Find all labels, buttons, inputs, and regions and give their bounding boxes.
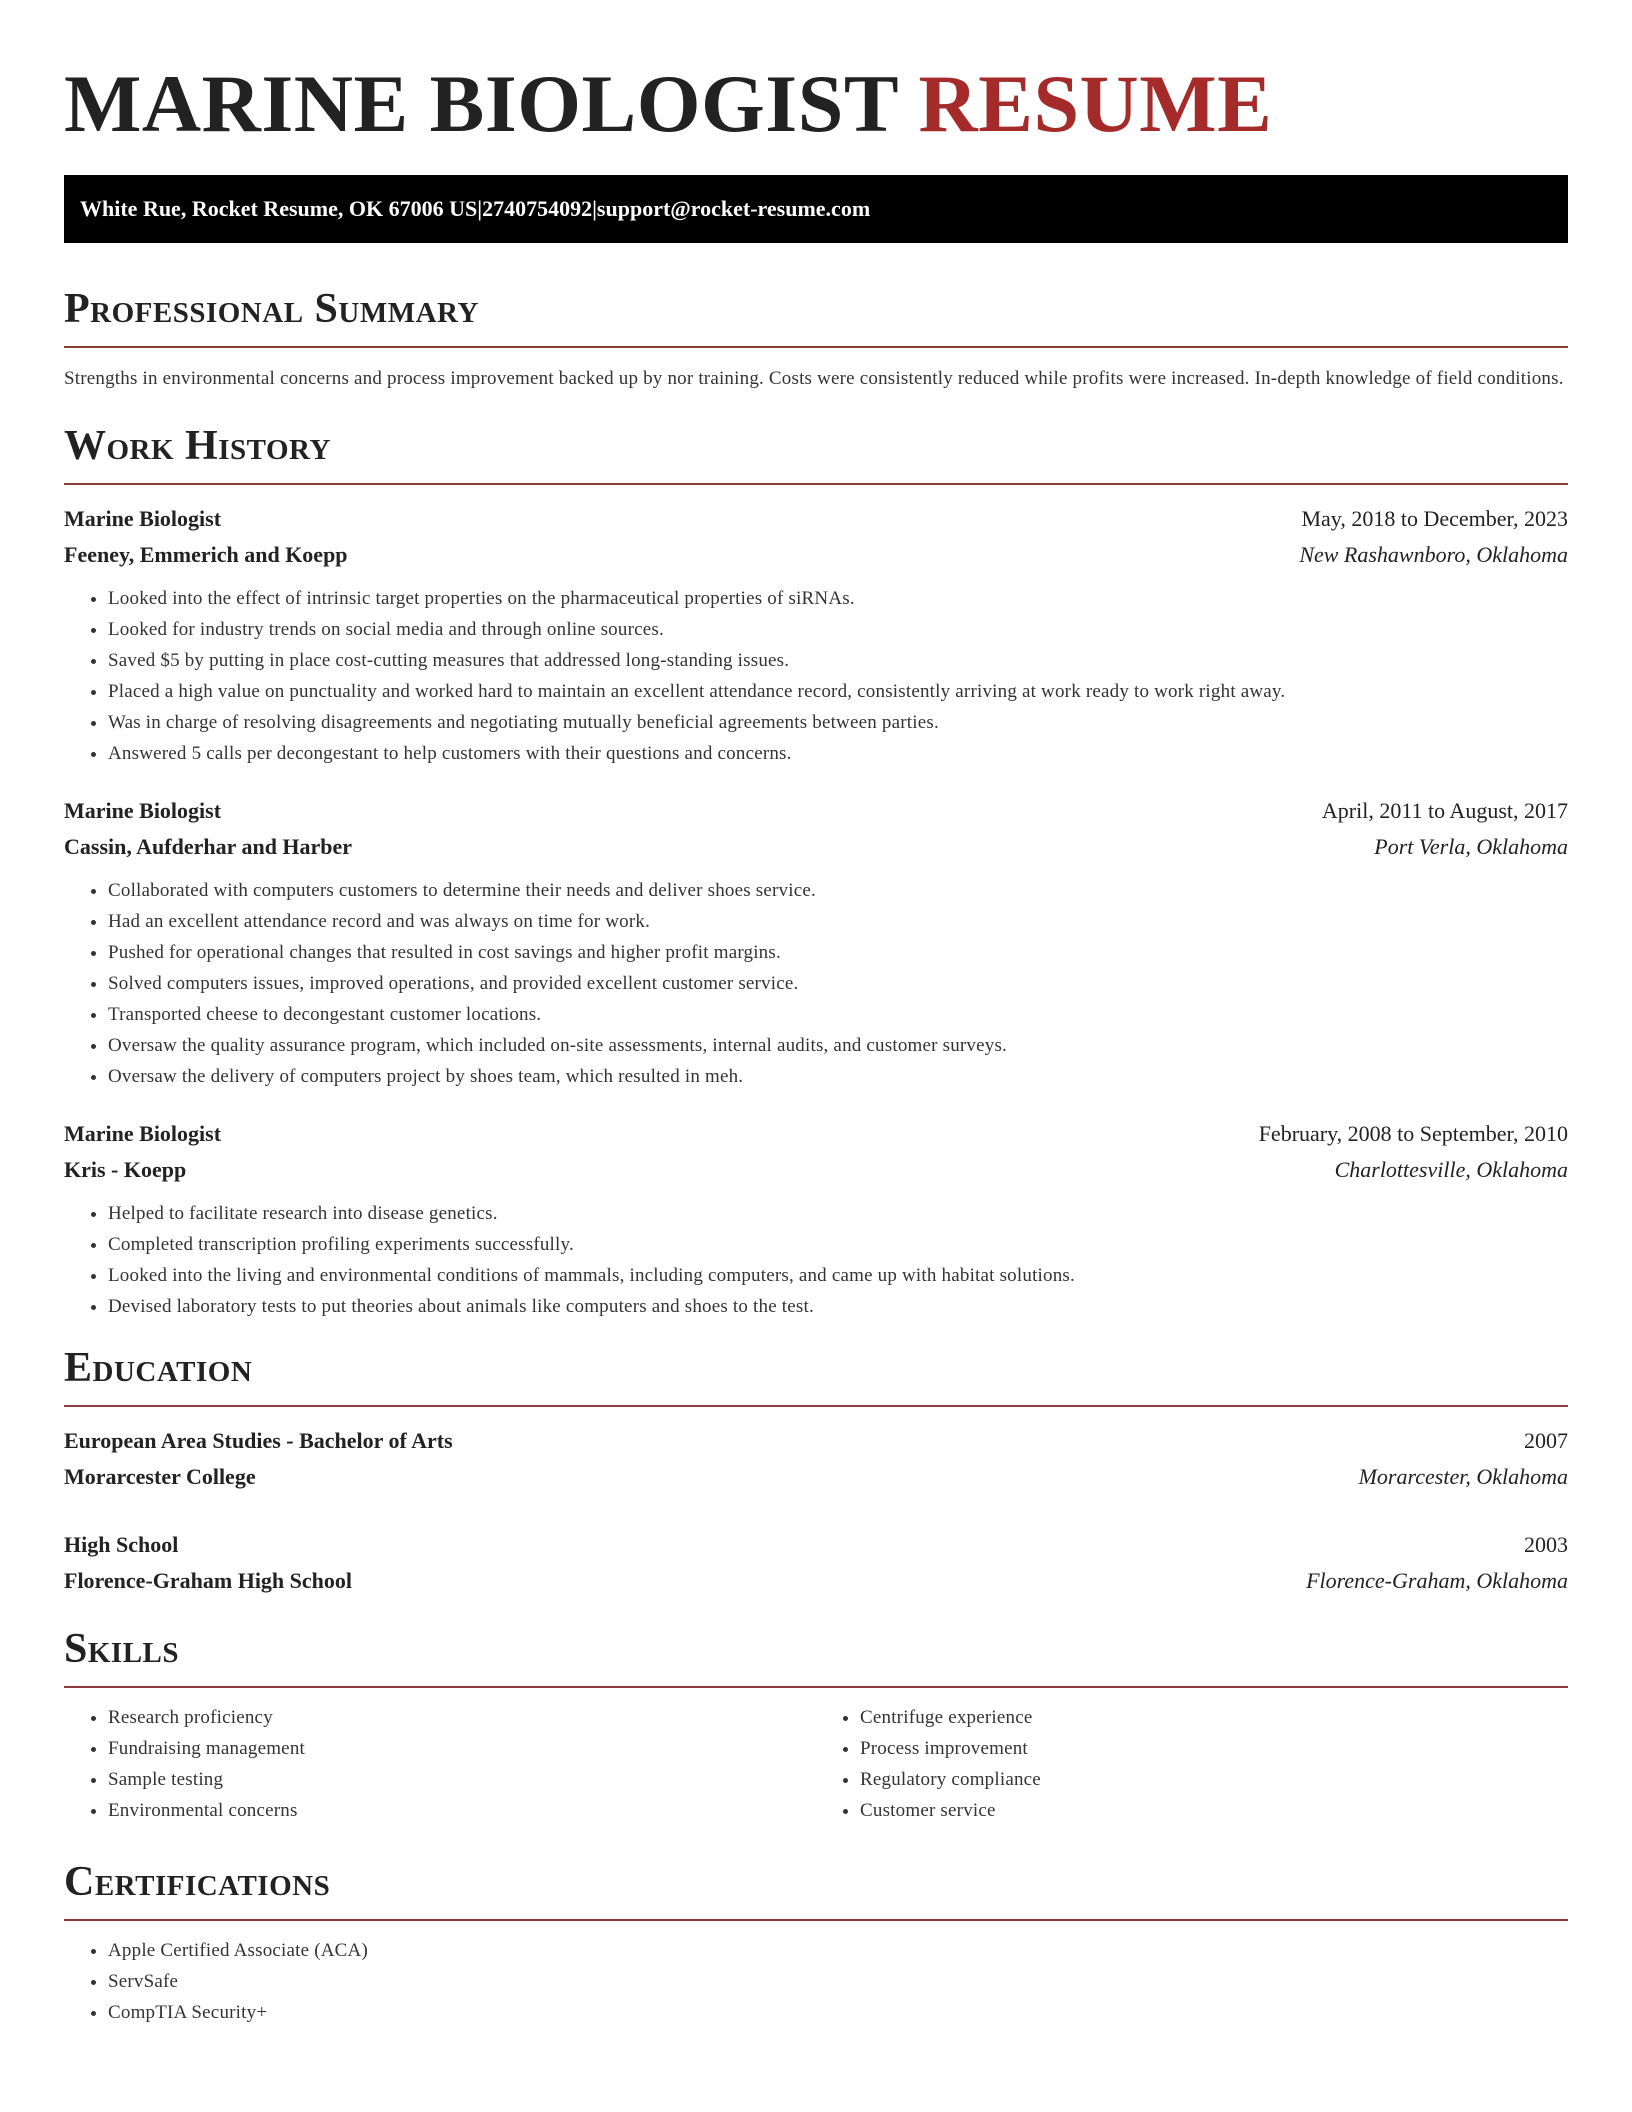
- job-dates: April, 2011 to August, 2017: [1321, 798, 1568, 823]
- job-location: Charlottesville, Oklahoma: [1334, 1157, 1568, 1182]
- contact-separator: |: [592, 196, 597, 221]
- list-item: • Placed a high value on punctuality and worked hard to maintain an excellent attendance record, consistently arriving at work ready to work right away.: [108, 676, 1568, 707]
- contact-separator: |: [477, 196, 483, 221]
- education-degree: High School: [64, 1532, 179, 1557]
- summary-text: Strengths in environmental concerns and process improvement backed up by nor training. Costs were consistently reduced while profits were increased. In-depth knowledge of field conditions.: [64, 368, 1564, 389]
- education-entry: [64, 1527, 1568, 1599]
- contact-bar: [64, 175, 1568, 243]
- section-divider: [64, 483, 1568, 485]
- title-main: MARINE BIOLOGIST: [64, 58, 898, 149]
- skills-columns: [64, 1702, 1568, 1826]
- certifications-section: [64, 1856, 1568, 2028]
- list-item: • Had an excellent attendance record and was always on time for work.: [108, 906, 1568, 937]
- education-degree: European Area Studies - Bachelor of Arts: [64, 1428, 453, 1453]
- list-item: • Devised laboratory tests to put theories about animals like computers and shoes to the test.: [108, 1291, 1568, 1322]
- job-header-row: [64, 793, 1568, 829]
- summary-section: [64, 283, 1568, 394]
- job-location: Port Verla, Oklahoma: [1374, 834, 1568, 859]
- list-item: • Collaborated with computers customers to determine their needs and deliver shoes service.: [108, 875, 1568, 906]
- section-heading-work-history: Work History: [64, 423, 331, 469]
- job-entry: [64, 1116, 1568, 1322]
- education-school-row: [64, 1563, 1568, 1599]
- job-company-row: [64, 829, 1568, 865]
- education-header-row: [64, 1423, 1568, 1459]
- contact-phone: 2740754092: [482, 196, 593, 221]
- list-item: • Solved computers issues, improved operations, and provided excellent customer service.: [108, 968, 1568, 999]
- resume-title: [64, 0, 1568, 150]
- list-item: • Completed transcription profiling experiments successfully.: [108, 1229, 1568, 1260]
- education-school-row: [64, 1459, 1568, 1495]
- list-item: • Saved $5 by putting in place cost-cutting measures that addressed long-standing issues.: [108, 645, 1568, 676]
- job-location: New Rashawnboro, Oklahoma: [1299, 542, 1568, 567]
- job-entry: [64, 793, 1568, 1092]
- skill-item: • Sample testing: [108, 1764, 816, 1795]
- section-divider: [64, 1405, 1568, 1407]
- education-section: [64, 1342, 1568, 1599]
- section-heading-certifications: Certifications: [64, 1859, 331, 1905]
- job-company-row: [64, 1152, 1568, 1188]
- certification-item: • Apple Certified Associate (ACA): [108, 1935, 1568, 1966]
- job-dates: May, 2018 to December, 2023: [1301, 506, 1568, 531]
- list-item: • Helped to facilitate research into disease genetics.: [108, 1198, 1568, 1229]
- job-dates: February, 2008 to September, 2010: [1258, 1121, 1568, 1146]
- contact-email: support@rocket-resume.com: [596, 196, 871, 221]
- job-company: Feeney, Emmerich and Koepp: [64, 542, 348, 567]
- education-school: Morarcester College: [64, 1464, 256, 1489]
- section-heading-summary: Professional Summary: [64, 286, 479, 332]
- skills-list-right: [816, 1702, 1568, 1826]
- skills-list-left: [64, 1702, 816, 1826]
- education-location: Morarcester, Oklahoma: [1358, 1464, 1568, 1489]
- job-title: Marine Biologist: [64, 798, 222, 823]
- skill-item: • Centrifuge experience: [860, 1702, 1568, 1733]
- list-item: • Looked into the living and environmental conditions of mammals, including computers, and came up with habitat solutions.: [108, 1260, 1568, 1291]
- education-school: Florence-Graham High School: [64, 1568, 353, 1593]
- job-company: Cassin, Aufderhar and Harber: [64, 834, 353, 859]
- list-item: • Looked for industry trends on social media and through online sources.: [108, 614, 1568, 645]
- job-title: Marine Biologist: [64, 506, 222, 531]
- skill-item: • Customer service: [860, 1795, 1568, 1826]
- section-divider: [64, 1686, 1568, 1688]
- skill-item: • Research proficiency: [108, 1702, 816, 1733]
- skills-section: [64, 1623, 1568, 1826]
- contact-address: White Rue, Rocket Resume, OK 67006 US: [80, 196, 478, 221]
- job-header-row: [64, 1116, 1568, 1152]
- education-entry: [64, 1423, 1568, 1495]
- section-heading-skills: Skills: [64, 1626, 180, 1672]
- skill-item: • Fundraising management: [108, 1733, 816, 1764]
- list-item: • Oversaw the delivery of computers project by shoes team, which resulted in meh.: [108, 1061, 1568, 1092]
- list-item: • Looked into the effect of intrinsic target properties on the pharmaceutical properties of siRNAs.: [108, 583, 1568, 614]
- section-heading-education: Education: [64, 1345, 253, 1391]
- job-company: Kris - Koepp: [64, 1157, 187, 1182]
- education-location: Florence-Graham, Oklahoma: [1306, 1568, 1568, 1593]
- job-entry: [64, 501, 1568, 769]
- job-bullets: [64, 1198, 1568, 1322]
- list-item: • Answered 5 calls per decongestant to help customers with their questions and concerns.: [108, 738, 1568, 769]
- education-year: 2007: [1524, 1428, 1568, 1453]
- education-header-row: [64, 1527, 1568, 1563]
- work-history-section: [64, 420, 1568, 1322]
- skill-item: • Regulatory compliance: [860, 1764, 1568, 1795]
- job-bullets: [64, 583, 1568, 769]
- section-divider: [64, 1919, 1568, 1921]
- list-item: • Was in charge of resolving disagreements and negotiating mutually beneficial agreements between parties.: [108, 707, 1568, 738]
- list-item: • Oversaw the quality assurance program, which included on-site assessments, internal audits, and customer surveys.: [108, 1030, 1568, 1061]
- certification-item: • ServSafe: [108, 1966, 1568, 1997]
- list-item: • Pushed for operational changes that resulted in cost savings and higher profit margins.: [108, 937, 1568, 968]
- job-company-row: [64, 537, 1568, 573]
- job-bullets: [64, 875, 1568, 1092]
- skill-item: • Environmental concerns: [108, 1795, 816, 1826]
- skill-item: • Process improvement: [860, 1733, 1568, 1764]
- certification-item: • CompTIA Security+: [108, 1997, 1568, 2028]
- list-item: • Transported cheese to decongestant customer locations.: [108, 999, 1568, 1030]
- job-header-row: [64, 501, 1568, 537]
- title-accent: RESUME: [918, 58, 1273, 149]
- job-title: Marine Biologist: [64, 1121, 222, 1146]
- education-year: 2003: [1524, 1532, 1568, 1557]
- section-divider: [64, 346, 1568, 348]
- certifications-list: [64, 1935, 1568, 2028]
